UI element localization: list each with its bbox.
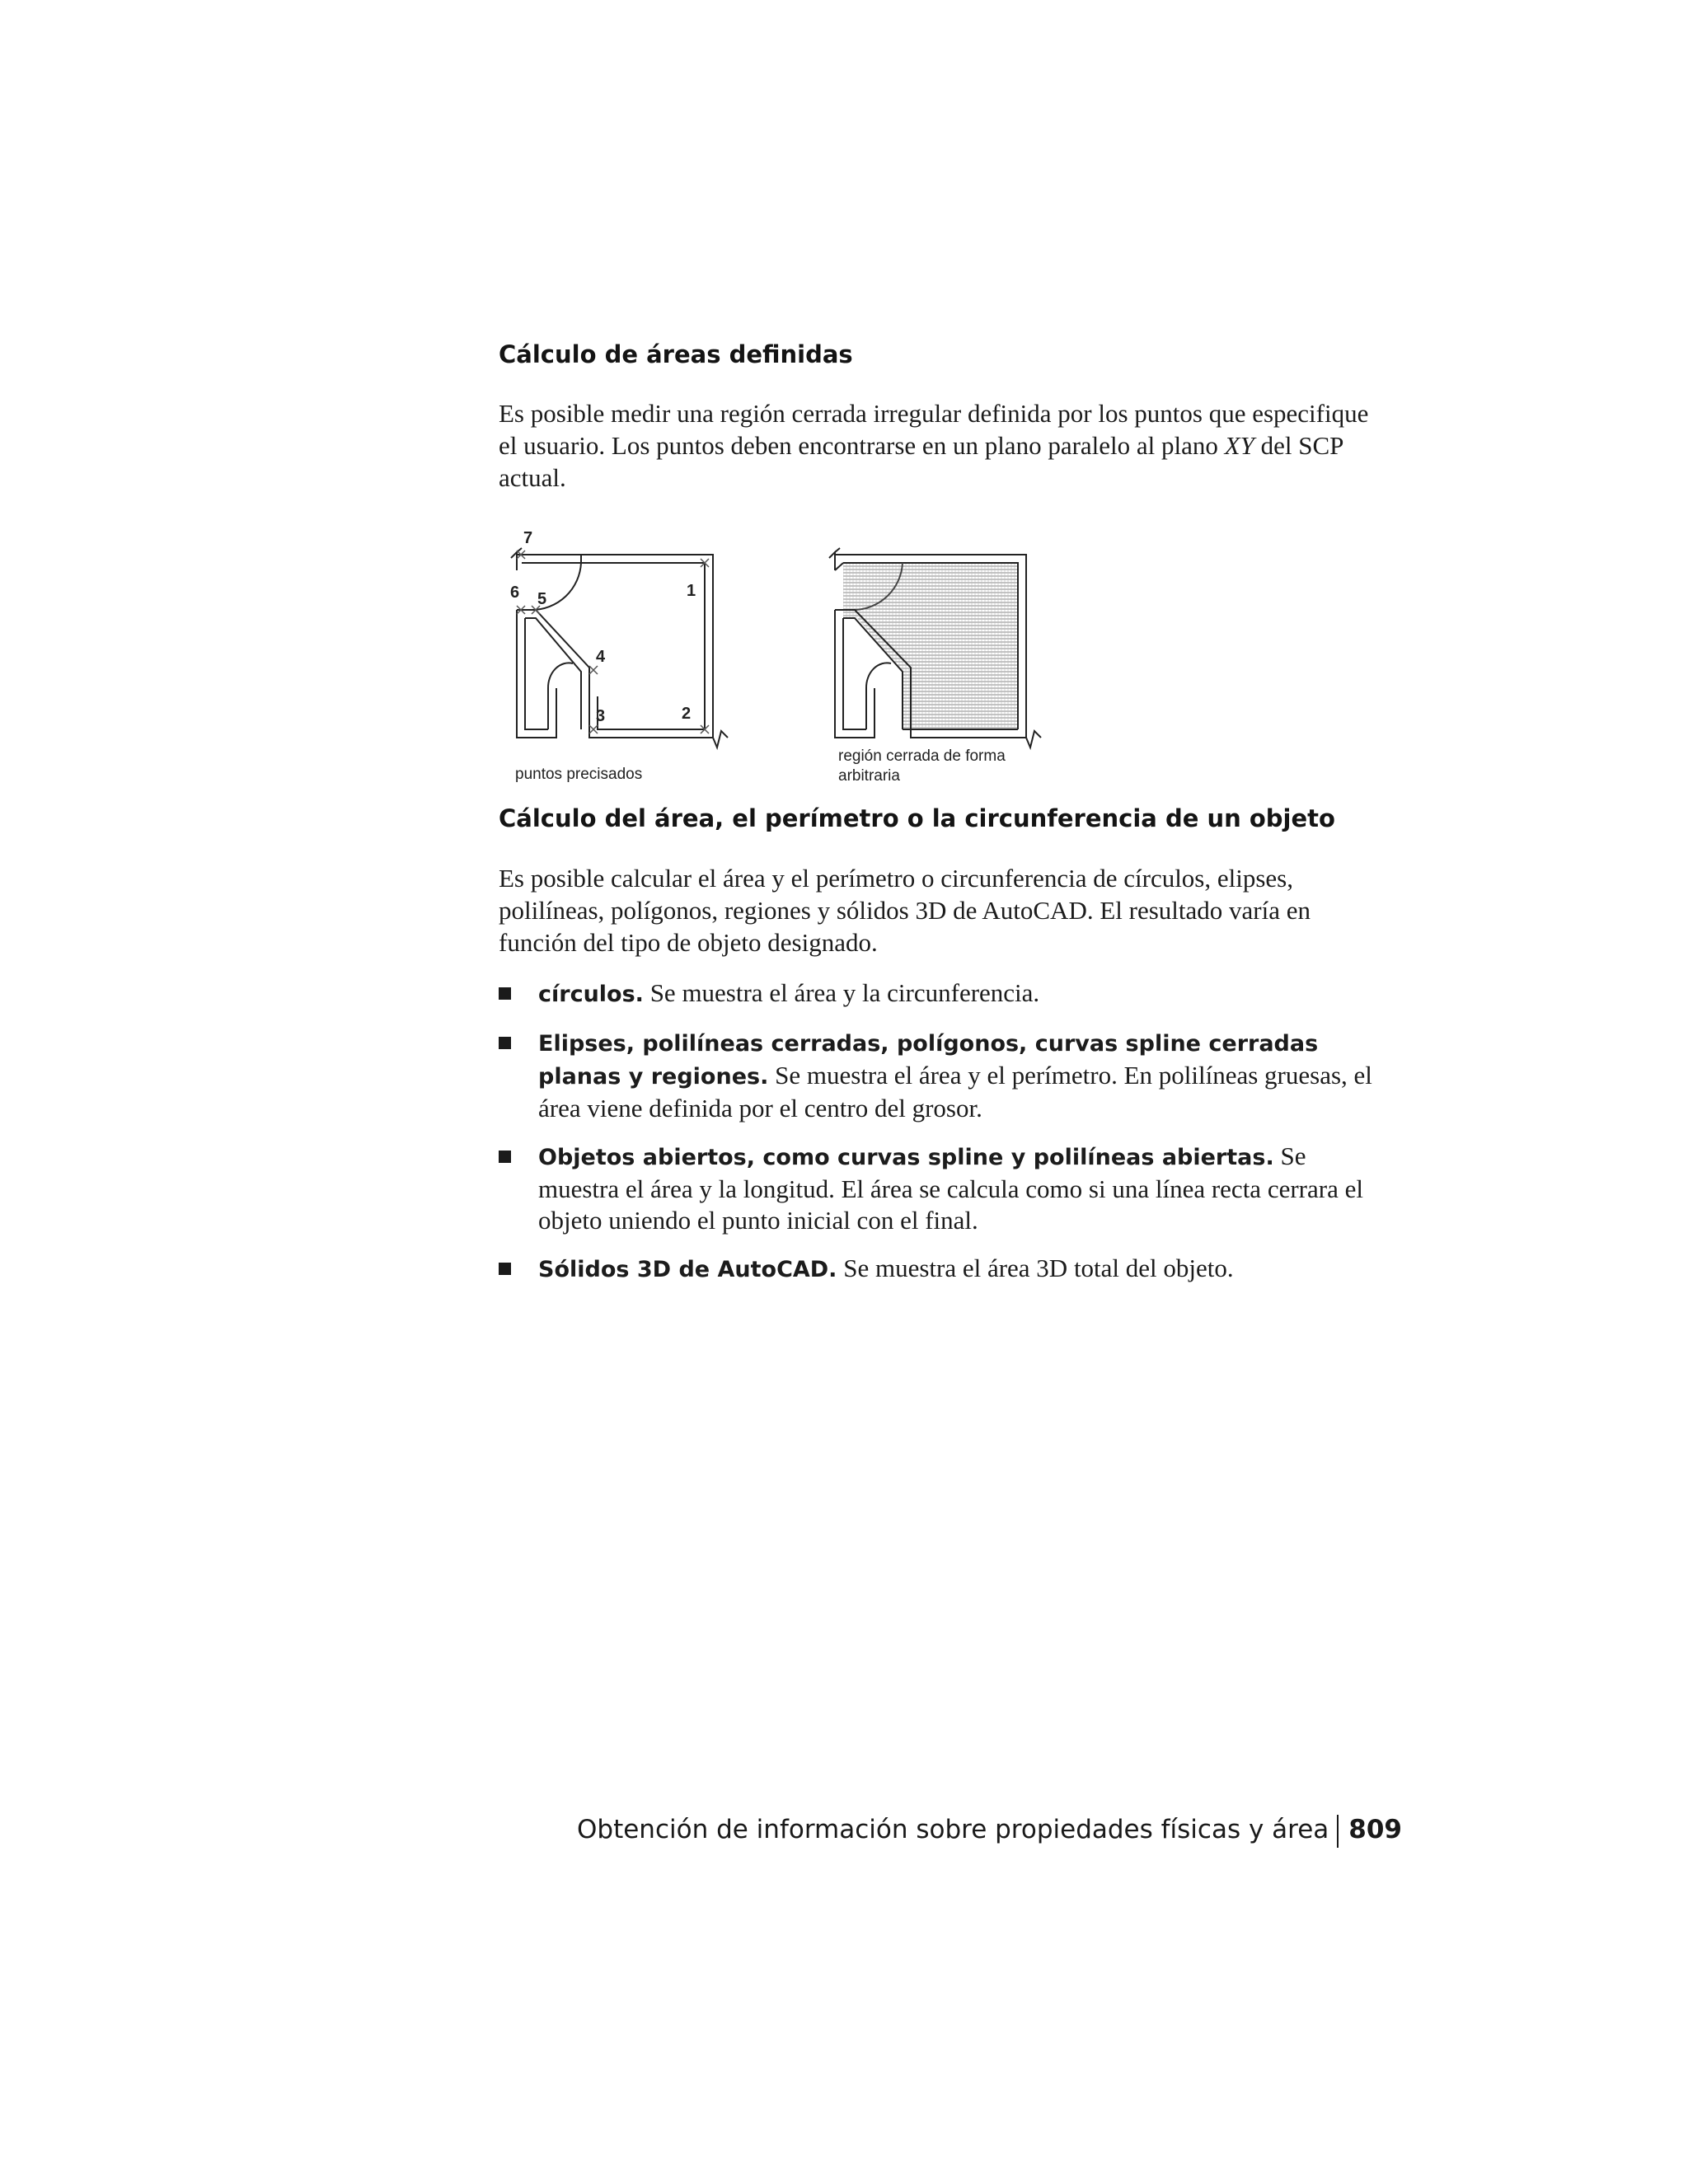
list-item-text: Se muestra el área y el perímetro. En polilíneas gruesas, el área viene definida por el centro del grosor. [538, 1061, 1372, 1122]
list-item-term: Elipses, polilíneas cerradas, polígonos, curvas spline cerradas planas y regiones. [538, 1031, 1319, 1090]
point-label-1: 1 [687, 582, 696, 600]
list-item-term: Sólidos 3D de AutoCAD. [538, 1257, 837, 1282]
point-label-7: 7 [523, 529, 533, 547]
object-type-list [499, 977, 1381, 1302]
section-body-area-perimetro: Es posible calcular el área y el perímetro o circunferencia de círculos, elipses, polilíneas, polígonos, regiones y sólidos 3D de AutoCAD. El resultado varía en función del tipo de objeto designado. [499, 864, 1311, 957]
list-item-text: Se muestra el área 3D total del objeto. [837, 1254, 1234, 1282]
area-figure [499, 515, 1076, 787]
left-drawing [511, 548, 728, 748]
caption-region-cerrada-line1: región cerrada de forma [838, 748, 1006, 765]
body-text-part1: Es posible medir una región cerrada irregular definida por los puntos que especifique el usuario. Los puntos deben encontrarse en un plano paralelo al plano [499, 399, 1369, 460]
list-item [499, 1141, 1381, 1236]
body-text-italic-xy: XY [1224, 431, 1254, 460]
body-text-part2: del SCP actual. [499, 431, 1343, 492]
point-label-6: 6 [510, 583, 520, 602]
point-label-5: 5 [537, 590, 547, 608]
list-item-term: Objetos abiertos, como curvas spline y polilíneas abiertas. [538, 1145, 1274, 1170]
list-item-text: Se muestra el área y la circunferencia. [643, 978, 1040, 1007]
section-heading-areas-definidas: Cálculo de áreas definidas [499, 340, 853, 368]
list-item-term: círculos. [538, 982, 644, 1007]
footer-chapter-title: Obtención de información sobre propiedades físicas y área [577, 1815, 1329, 1844]
point-label-2: 2 [682, 705, 692, 723]
list-item-text: Se muestra el área y la longitud. El área se calcula como si una línea recta cerrara el objeto uniendo el punto inicial con el final. [538, 1141, 1363, 1235]
square-bullet-icon [499, 987, 511, 1000]
section-body-areas-definidas [499, 397, 1372, 494]
point-label-3: 3 [596, 707, 606, 725]
footer-separator [1337, 1815, 1339, 1848]
square-bullet-icon [499, 1037, 511, 1049]
caption-puntos-precisados: puntos precisados [515, 766, 643, 783]
section-heading-area-perimetro: Cálculo del área, el perímetro o la circunferencia de un objeto [499, 804, 1335, 832]
caption-region-cerrada-line2: arbitraria [838, 767, 900, 785]
square-bullet-icon [499, 1263, 511, 1275]
list-item [499, 977, 1381, 1010]
right-drawing [829, 548, 1041, 748]
point-markers [517, 551, 709, 733]
list-item [499, 1253, 1381, 1286]
point-label-4: 4 [596, 648, 606, 666]
square-bullet-icon [499, 1151, 511, 1163]
page-number: 809 [1348, 1815, 1403, 1844]
list-item [499, 1027, 1381, 1124]
page-footer [577, 1813, 1403, 1848]
